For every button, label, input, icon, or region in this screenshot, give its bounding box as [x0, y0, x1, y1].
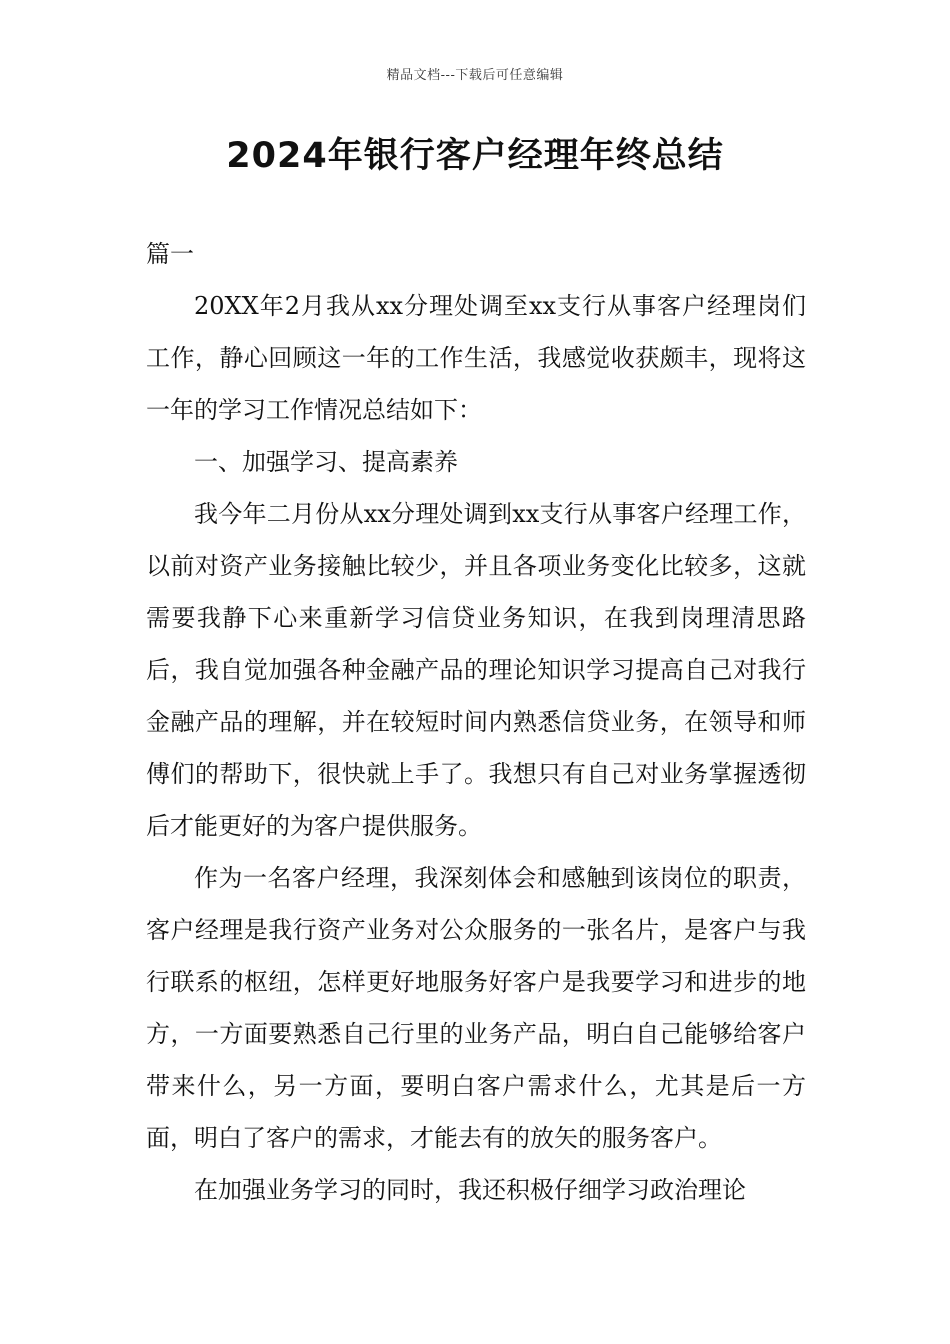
running-header: 精品文档---下载后可任意编辑	[386, 68, 564, 83]
document-body	[146, 228, 806, 1216]
paragraph-study: 我今年二月份从xx分理处调到xx支行从事客户经理工作，以前对资产业务接触比较少，并且各项业务变化比较多，这就需要我静下心来重新学习信贷业务知识，在我到岗理清思路后，我自觉加强各种金融产品的理论知识学习提高自己对我行金融产品的理解，并在较短时间内熟悉信贷业务，在领导和师傅们的帮助下，很快就上手了。我想只有自己对业务掌握透彻后才能更好的为客户提供服务。	[146, 500, 806, 840]
paragraph-intro: 20XX年2月我从xx分理处调至xx支行从事客户经理岗们工作，静心回顾这一年的工作生活，我感觉收获颇丰，现将这一年的学习工作情况总结如下：	[146, 292, 806, 424]
document-title: 2024年银行客户经理年终总结	[226, 136, 724, 176]
section-label: 篇一	[146, 240, 194, 268]
paragraph-responsibility: 作为一名客户经理，我深刻体会和感触到该岗位的职责，客户经理是我行资产业务对公众服务的一张名片，是客户与我行联系的枢纽，怎样更好地服务好客户是我要学习和进步的地方，一方面要熟悉自己行里的业务产品，明白自己能够给客户带来什么，另一方面，要明白客户需求什么，尤其是后一方面，明白了客户的需求，才能去有的放矢的服务客户。	[146, 864, 806, 1152]
subheading-study: 一、加强学习、提高素养	[194, 448, 458, 476]
paragraph-politics: 在加强业务学习的同时，我还积极仔细学习政治理论	[194, 1176, 746, 1204]
